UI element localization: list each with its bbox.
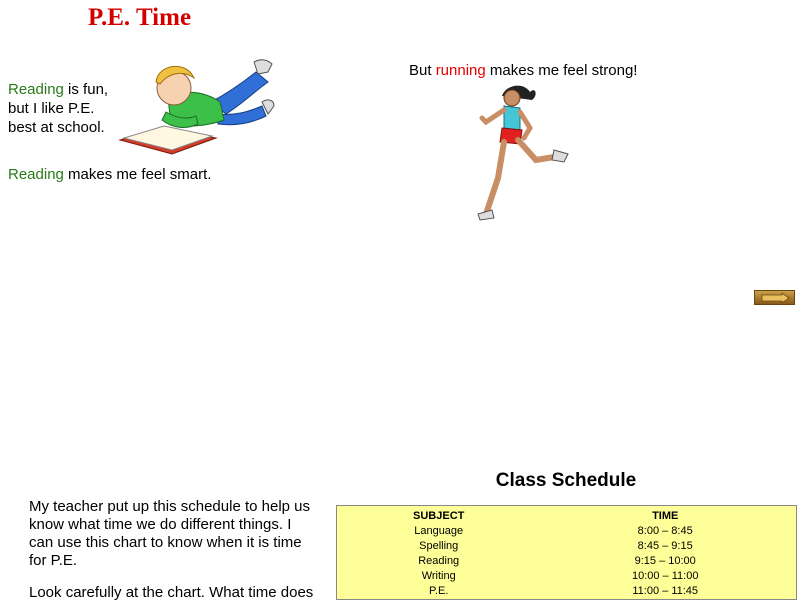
time-cell: 10:00 – 11:00 (631, 570, 699, 582)
table-row (340, 584, 793, 599)
reading-fun-text (8, 80, 108, 137)
schedule-title: Class Schedule (495, 470, 637, 491)
time-cell: 8:45 – 9:15 (637, 540, 693, 552)
time-cell: 8:00 – 8:45 (637, 525, 693, 537)
line-1-rest: is fun, (63, 81, 109, 98)
line-3: best at school. (8, 119, 105, 136)
running-text (409, 61, 637, 80)
subject-cell: Language (414, 525, 464, 537)
line-1 (8, 80, 108, 99)
subject-cell: Reading (418, 555, 460, 567)
schedule-table (336, 505, 797, 600)
subject-cell: Writing (421, 570, 456, 582)
subject-cell: P.E. (429, 585, 449, 597)
header-time: TIME (652, 510, 679, 522)
schedule-intro-text: My teacher put up this schedule to help us know what time we do different things. I can use this chart to know when it is time for P.E. (29, 498, 311, 569)
time-cell: 11:00 – 11:45 (632, 585, 699, 597)
running-prefix: But (409, 62, 436, 79)
reading-word-2: Reading (8, 166, 64, 183)
schedule-grid (340, 509, 793, 599)
header-subject: SUBJECT (413, 510, 465, 522)
line-2: but I like P.E. (8, 100, 95, 117)
boy-reading-illustration (116, 54, 276, 160)
table-row (340, 539, 793, 554)
reading-word: Reading (8, 81, 64, 98)
table-row (340, 569, 793, 584)
table-row (340, 554, 793, 569)
running-suffix: makes me feel strong! (485, 62, 638, 79)
next-button[interactable] (754, 290, 795, 305)
table-row (340, 524, 793, 539)
table-header-row (340, 509, 793, 524)
arrow-right-icon (760, 293, 790, 303)
time-cell: 9:15 – 10:00 (634, 555, 696, 567)
smart-rest: makes me feel smart. (63, 166, 212, 183)
runner-illustration (474, 82, 574, 224)
question-text: Look carefully at the chart. What time does (29, 584, 314, 601)
reading-smart-text (8, 165, 211, 184)
subject-cell: Spelling (419, 540, 459, 552)
running-word: running (435, 62, 486, 79)
page-title: P.E. Time (88, 4, 192, 31)
